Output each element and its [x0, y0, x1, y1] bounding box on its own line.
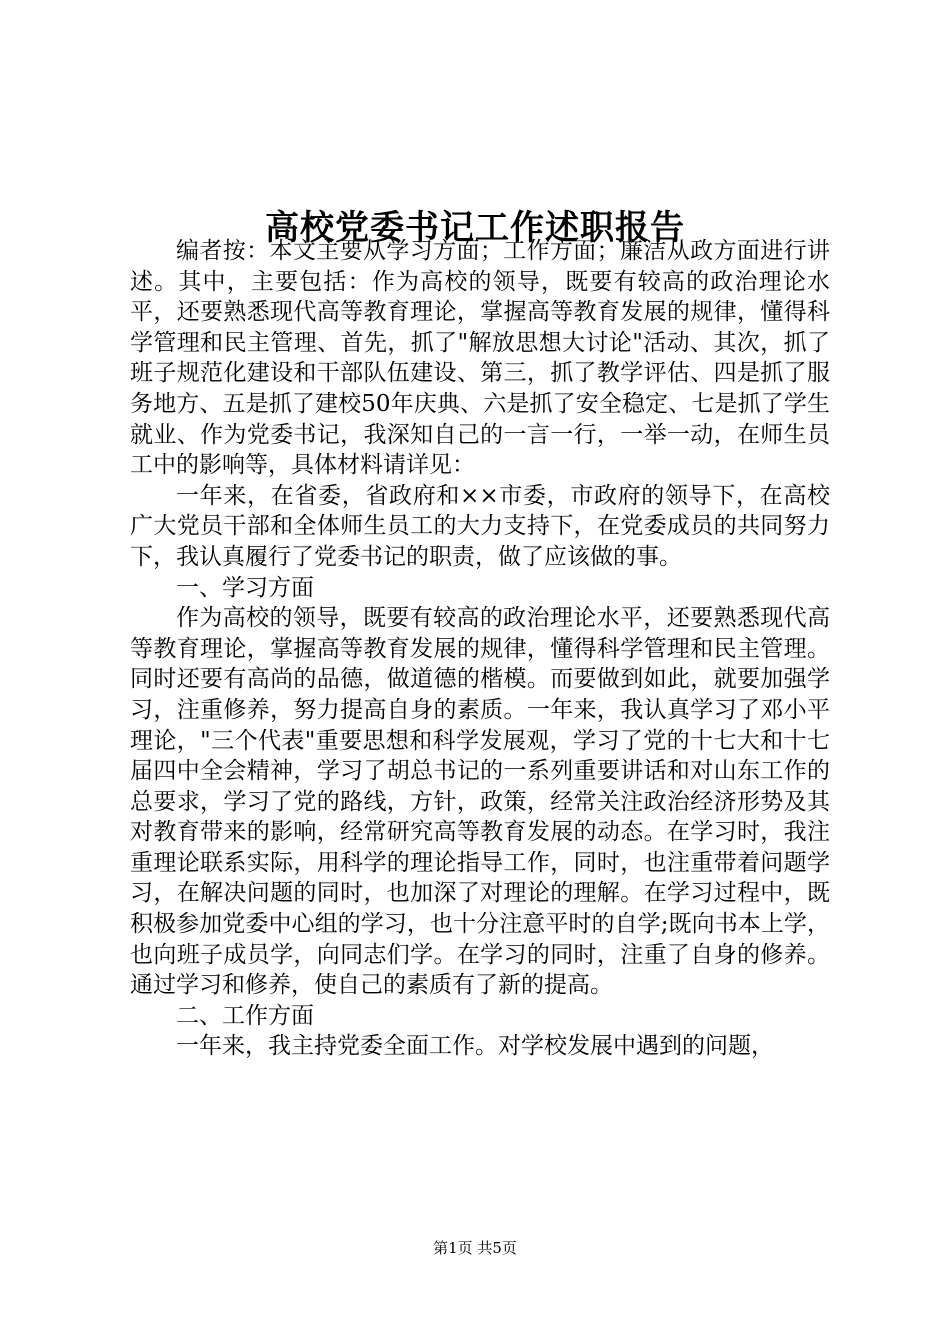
study-paragraph: 作为高校的领导，既要有较高的政治理论水平，还要熟悉现代高等教育理论，掌握高等教育发展的规律，懂得科学管理和民主管理。同时还要有高尚的品德，做道德的楷模。而要做到如此，就要加强学习，注重修养，努力提高自身的素质。一年来，我认真学习了邓小平理论，"三个代表"重要思想和科学发展观，学习了党的十七大和十七届四中全会精神，学习了胡总书记的一系列重要讲话和对山东工作的总要求，学习了党的路线，方针，政策，经常关注政治经济形势及其对教育带来的影响，经常研究高等教育发展的动态。在学习时，我注重理论联系实际，用科学的理论指导工作，同时，也注重带着问题学习，在解决问题的同时，也加深了对理论的理解。在学习过程中，既积极参加党委中心组的学习，也十分注意平时的自学;既向书本上学，也向班子成员学，向同志们学。在学习的同时，注重了自身的修养。通过学习和修养，使自己的素质有了新的提高。 — [130, 605, 830, 999]
document-body — [130, 236, 830, 1062]
intro-paragraph: 一年来，在省委，省政府和××市委，市政府的领导下，在高校广大党员干部和全体师生员工的大力支持下，在党委成员的共同努力下，我认真履行了党委书记的职责，做了应该做的事。 — [130, 482, 830, 570]
editor-note-paragraph: 编者按：本文主要从学习方面；工作方面；廉洁从政方面进行讲述。其中，主要包括：作为高校的领导，既要有较高的政治理论水平，还要熟悉现代高等教育理论，掌握高等教育发展的规律，懂得科学管理和民主管理、首先，抓了"解放思想大讨论"活动、其次，抓了班子规范化建设和干部队伍建设、第三，抓了教学评估、四是抓了服务地方、五是抓了建校50年庆典、六是抓了安全稳定、七是抓了学生就业、作为党委书记，我深知自己的一言一行，一举一动，在师生员工中的影响等，具体材料请详见： — [130, 238, 830, 479]
work-paragraph: 一年来，我主持党委全面工作。对学校发展中遇到的问题， — [176, 1033, 774, 1060]
page-number-footer: 第1页 共5页 — [433, 1239, 517, 1257]
section-heading-study: 一、学习方面 — [176, 574, 314, 601]
document-title: 高校党委书记工作述职报告 — [265, 207, 685, 248]
section-heading-work: 二、工作方面 — [176, 1002, 314, 1029]
